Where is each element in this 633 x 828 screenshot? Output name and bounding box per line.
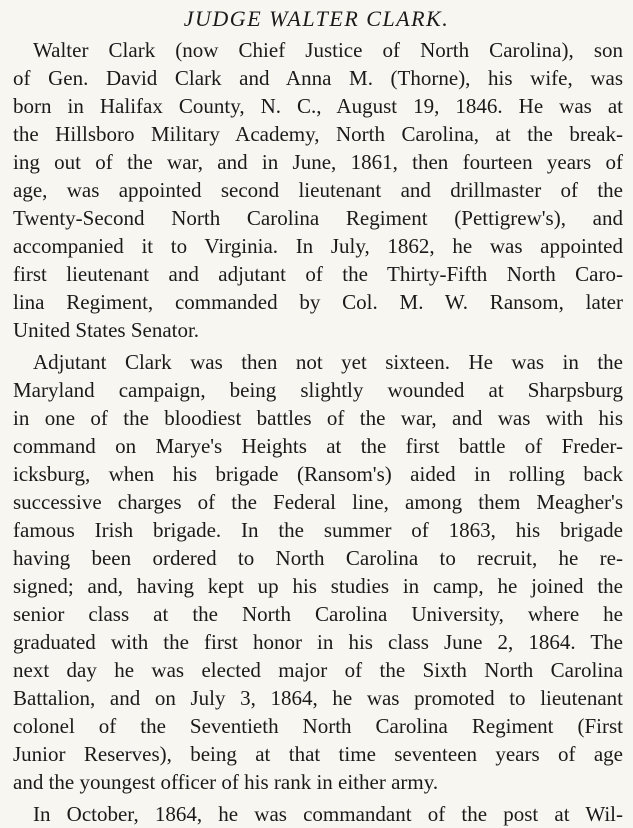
text-line: first lieutenant and adjutant of the Thirty-Fifth North Caro- [13,262,623,286]
text-line: the Hillsboro Military Academy, North Carolina, at the break- [13,122,623,146]
text-line: having been ordered to North Carolina to recruit, he re- [13,546,623,570]
text-line: United States Senator. [13,318,200,342]
text-line: lina Regiment, commanded by Col. M. W. Ransom, later [13,290,623,314]
text-line: Battalion, and on July 3, 1864, he was promoted to lieutenant [13,686,623,710]
text-line: of Gen. David Clark and Anna M. (Thorne), his wife, was [13,66,623,90]
text-line: graduated with the first honor in his class June 2, 1864. The [13,630,623,654]
text-line: and the youngest officer of his rank in either army. [13,770,439,794]
text-line: next day he was elected major of the Sixth North Carolina [13,658,623,682]
text-line: icksburg, when his brigade (Ransom's) aided in rolling back [13,462,623,486]
text-line: in one of the bloodiest battles of the war, and was with his [13,406,623,430]
text-line: senior class at the North Carolina University, where he [13,602,623,626]
page-title: JUDGE WALTER CLARK. [183,6,450,31]
text-line: command on Marye's Heights at the first battle of Freder- [13,434,623,458]
text-line: In October, 1864, he was commandant of the post at Wil- [33,802,623,826]
text-line: successive charges of the Federal line, among them Meagher's [13,490,623,514]
text-line: Maryland campaign, being slightly wounded at Sharpsburg [13,378,623,402]
text-line: Twenty-Second North Carolina Regiment (Pettigrew's), and [13,206,623,230]
text-line: Junior Reserves), being at that time seventeen years of age [13,742,623,766]
text-line: Adjutant Clark was then not yet sixteen. He was in the [33,350,623,374]
text-line: signed; and, having kept up his studies in camp, he joined the [13,574,623,598]
text-line: accompanied it to Virginia. In July, 1862, he was appointed [13,234,623,258]
text-line: age, was appointed second lieutenant and drillmaster of the [13,178,623,202]
text-line: ing out of the war, and in June, 1861, then fourteen years of [13,150,623,174]
text-line: colonel of the Seventieth North Carolina Regiment (First [13,714,623,738]
text-line: Walter Clark (now Chief Justice of North Carolina), son [33,38,623,62]
text-line: famous Irish brigade. In the summer of 1863, his brigade [13,518,623,542]
text-line: born in Halifax County, N. C., August 19, 1846. He was at [13,94,623,118]
